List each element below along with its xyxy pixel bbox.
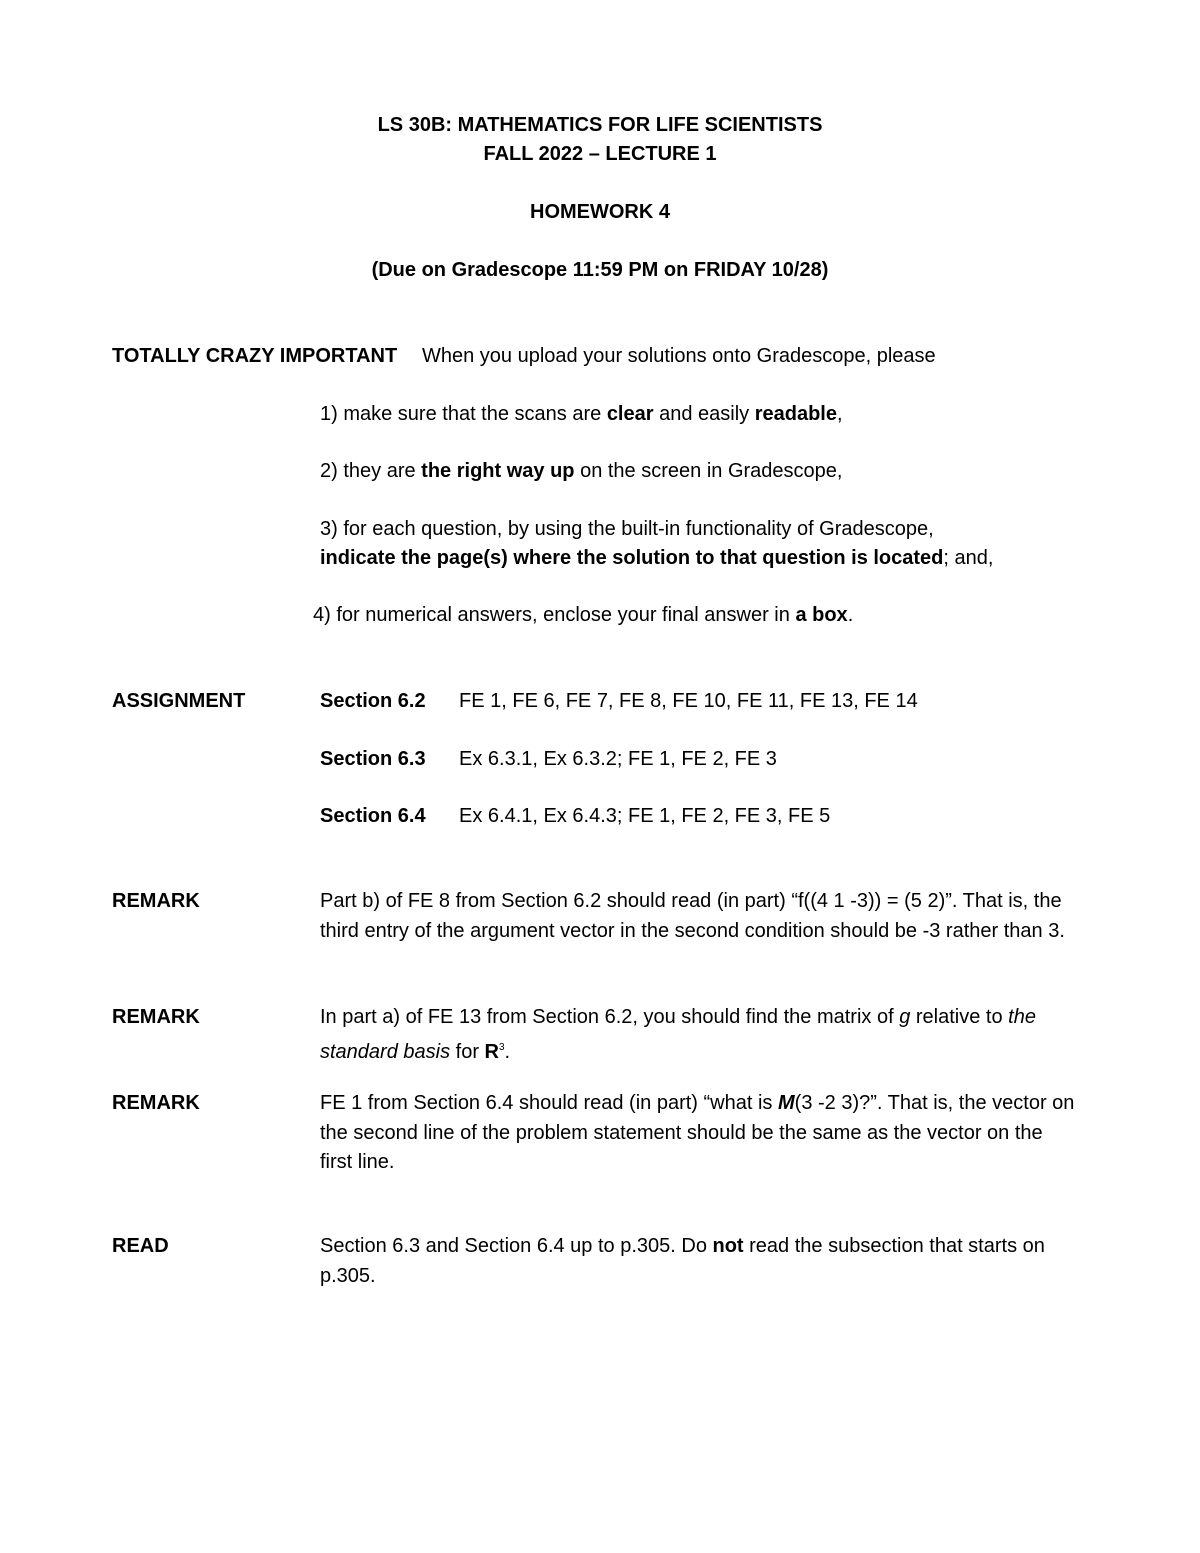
remark-text: In part a) of FE 13 from Section 6.2, you should find the matrix of g relative to the standard basis for $R^3$. [320,1006,1036,1063]
homework-title: HOMEWORK 4 [530,201,670,223]
important-label: TOTALLY CRAZY IMPORTANT [112,345,398,367]
assignment-section: Section 6.3 [320,748,426,770]
remark-label: REMARK [112,1092,200,1114]
course-title: LS 30B: MATHEMATICS FOR LIFE SCIENTISTS [377,114,823,136]
assignment-problems: Ex 6.4.1, Ex 6.4.3; FE 1, FE 2, FE 3, FE 5 [459,805,831,827]
remark-text: FE 1 from Section 6.4 should read (in part) “what is M(3 -2 3)?”. That is, the vector on the second line of the problem statement should be the same as the vector on the first line. [320,1092,1075,1173]
assignment-problems: Ex 6.3.1, Ex 6.3.2; FE 1, FE 2, FE 3 [459,748,777,770]
remark-label: REMARK [112,890,200,912]
assignment-label: ASSIGNMENT [112,690,246,712]
superscript: 3 [498,1041,505,1053]
assignment-problems: FE 1, FE 6, FE 7, FE 8, FE 10, FE 11, FE 13, FE 14 [459,690,918,712]
instruction-4: 4) for numerical answers, enclose your final answer in a box. [313,604,854,626]
assignment-section: Section 6.2 [320,690,426,712]
read-label: READ [112,1235,169,1257]
remark-text: Part b) of FE 8 from Section 6.2 should read (in part) “f((4 1 -3)) = (5 2)”. That is, the third entry of the argument vector in the second condition should be -3 rather than 3. [320,890,1065,942]
important-intro: When you upload your solutions onto Gradescope, please [422,345,936,367]
remark-label: REMARK [112,1006,200,1028]
instruction-1: 1) make sure that the scans are clear and easily readable, [320,403,843,425]
read-text: Section 6.3 and Section 6.4 up to p.305. Do not read the subsection that starts on p.305. [320,1235,1045,1287]
assignment-section: Section 6.4 [320,805,426,827]
instruction-3: 3) for each question, by using the built-in functionality of Gradescope, indicate the page(s) where the solution to that question is located; and, [320,518,994,569]
term-line: FALL 2022 – LECTURE 1 [483,143,717,165]
due-line: (Due on Gradescope 11:59 PM on FRIDAY 10/28) [371,259,829,281]
instruction-2: 2) they are the right way up on the screen in Gradescope, [320,460,843,482]
